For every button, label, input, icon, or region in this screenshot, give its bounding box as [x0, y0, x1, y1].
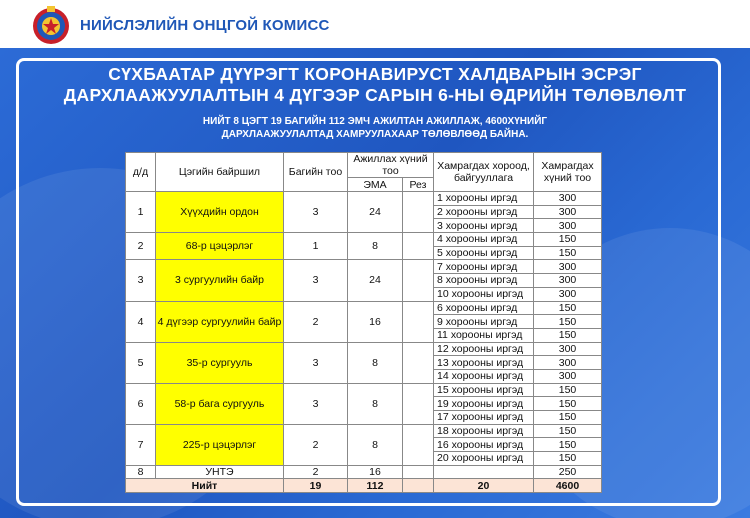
khoroo-cell: 2 хорооны иргэд: [434, 205, 534, 219]
people-cell: 250: [534, 465, 602, 479]
khoroo-cell: 8 хорооны иргэд: [434, 274, 534, 288]
header-teams: Багийн тоо: [284, 153, 348, 192]
khoroo-cell: 10 хорооны иргэд: [434, 287, 534, 301]
title-line-1: СҮХБААТАР ДҮҮРЭГТ КОРОНАВИРУСТ ХАЛДВАРЫН ЭСРЭГ: [108, 64, 642, 84]
teams-cell: 2: [284, 424, 348, 465]
table-row: [126, 424, 602, 438]
mongolia-state-emblem-icon: [30, 5, 72, 45]
ema-cell: 8: [348, 233, 403, 260]
total-teams: 19: [284, 479, 348, 493]
people-cell: 300: [534, 219, 602, 233]
khoroo-cell: 11 хорооны иргэд: [434, 328, 534, 342]
subtitle-line-1: НИЙТ 8 ЦЭГТ 19 БАГИЙН 112 ЭМЧ АЖИЛТАН АЖИЛЛАЖ, 4600ХҮНИЙГ: [202, 116, 548, 127]
people-cell: 150: [534, 301, 602, 315]
total-label: Нийт: [126, 479, 284, 493]
header-bar: [0, 0, 750, 48]
res-cell: [403, 260, 434, 301]
org-name: НИЙСЛЭЛИЙН ОНЦГОЙ КОМИСС: [80, 17, 330, 34]
table-row: [126, 301, 602, 315]
row-number: 1: [126, 192, 156, 233]
header-ema: ЭМА: [348, 178, 403, 192]
ema-cell: 8: [348, 424, 403, 465]
khoroo-cell: 20 хорооны иргэд: [434, 452, 534, 466]
people-cell: 300: [534, 356, 602, 370]
title-line-2: ДАРХЛААЖУУЛАЛТЫН 4 ДҮГЭЭР САРЫН 6-НЫ ӨДРИЙН ТӨЛӨВЛӨЛТ: [63, 85, 687, 105]
khoroo-cell: 3 хорооны иргэд: [434, 219, 534, 233]
people-cell: 150: [534, 424, 602, 438]
table-row: [126, 465, 602, 479]
khoroo-cell: 15 хорооны иргэд: [434, 383, 534, 397]
location-cell: 68-р цэцэрлэг: [156, 233, 284, 260]
location-cell: 3 сургуулийн байр: [156, 260, 284, 301]
total-ema: 112: [348, 479, 403, 493]
total-res: [403, 479, 434, 493]
people-cell: 300: [534, 369, 602, 383]
row-number: 5: [126, 342, 156, 383]
ema-cell: 8: [348, 342, 403, 383]
people-cell: 150: [534, 452, 602, 466]
people-cell: 300: [534, 287, 602, 301]
row-number: 7: [126, 424, 156, 465]
table-row: [126, 383, 602, 397]
row-number: 2: [126, 233, 156, 260]
header-res: Рез: [403, 178, 434, 192]
res-cell: [403, 383, 434, 424]
header-num: д/д: [126, 153, 156, 192]
people-cell: 150: [534, 438, 602, 452]
location-cell: 35-р сургууль: [156, 342, 284, 383]
people-cell: 300: [534, 192, 602, 206]
people-cell: 150: [534, 411, 602, 425]
people-cell: 300: [534, 342, 602, 356]
table-row: [126, 233, 602, 247]
location-cell: 58-р бага сургууль: [156, 383, 284, 424]
subtitle-line-2: ДАРХЛААЖУУЛАЛТАД ХАМРУУЛАХААР ТӨЛӨВЛӨӨД БАЙНА.: [221, 129, 529, 140]
table-row: [126, 342, 602, 356]
header-workers: Ажиллах хүний тоо: [348, 153, 434, 178]
khoroo-cell: 19 хорооны иргэд: [434, 397, 534, 411]
khoroo-cell: 6 хорооны иргэд: [434, 301, 534, 315]
teams-cell: 3: [284, 342, 348, 383]
khoroo-cell: 16 хорооны иргэд: [434, 438, 534, 452]
people-cell: 300: [534, 274, 602, 288]
people-cell: 150: [534, 397, 602, 411]
khoroo-cell: 5 хорооны иргэд: [434, 246, 534, 260]
row-number: 8: [126, 465, 156, 479]
total-row: [126, 479, 602, 493]
ema-cell: 16: [348, 301, 403, 342]
res-cell: [403, 342, 434, 383]
teams-cell: 3: [284, 260, 348, 301]
location-cell: УНТЭ: [156, 465, 284, 479]
location-cell: 225-р цэцэрлэг: [156, 424, 284, 465]
khoroo-cell: 18 хорооны иргэд: [434, 424, 534, 438]
table-row: [126, 260, 602, 274]
teams-cell: 3: [284, 192, 348, 233]
res-cell: [403, 424, 434, 465]
people-cell: 150: [534, 383, 602, 397]
people-cell: 150: [534, 233, 602, 247]
ema-cell: 24: [348, 260, 403, 301]
row-number: 3: [126, 260, 156, 301]
khoroo-cell: 9 хорооны иргэд: [434, 315, 534, 329]
res-cell: [403, 233, 434, 260]
teams-cell: 3: [284, 383, 348, 424]
teams-cell: 2: [284, 465, 348, 479]
teams-cell: 1: [284, 233, 348, 260]
khoroo-cell: 7 хорооны иргэд: [434, 260, 534, 274]
khoroo-cell: 12 хорооны иргэд: [434, 342, 534, 356]
location-cell: 4 дүгээр сургуулийн байр: [156, 301, 284, 342]
people-cell: 300: [534, 260, 602, 274]
total-people: 4600: [534, 479, 602, 493]
ema-cell: 24: [348, 192, 403, 233]
res-cell: [403, 192, 434, 233]
res-cell: [403, 465, 434, 479]
schedule-table: [125, 152, 602, 493]
header-people: Хамрагдах хүний тоо: [534, 153, 602, 192]
row-number: 4: [126, 301, 156, 342]
khoroo-cell: 17 хорооны иргэд: [434, 411, 534, 425]
location-cell: Хүүхдийн ордон: [156, 192, 284, 233]
header-khoroo: Хамрагдах хороод, байгууллага: [434, 153, 534, 192]
table-row: [126, 192, 602, 206]
header-location: Цэгийн байршил: [156, 153, 284, 192]
khoroo-cell: 14 хорооны иргэд: [434, 369, 534, 383]
teams-cell: 2: [284, 301, 348, 342]
ema-cell: 16: [348, 465, 403, 479]
khoroo-cell: 4 хорооны иргэд: [434, 233, 534, 247]
row-number: 6: [126, 383, 156, 424]
people-cell: 300: [534, 205, 602, 219]
total-khoroo: 20: [434, 479, 534, 493]
khoroo-cell: [434, 465, 534, 479]
res-cell: [403, 301, 434, 342]
ema-cell: 8: [348, 383, 403, 424]
people-cell: 150: [534, 328, 602, 342]
people-cell: 150: [534, 246, 602, 260]
khoroo-cell: 13 хорооны иргэд: [434, 356, 534, 370]
khoroo-cell: 1 хорооны иргэд: [434, 192, 534, 206]
people-cell: 150: [534, 315, 602, 329]
